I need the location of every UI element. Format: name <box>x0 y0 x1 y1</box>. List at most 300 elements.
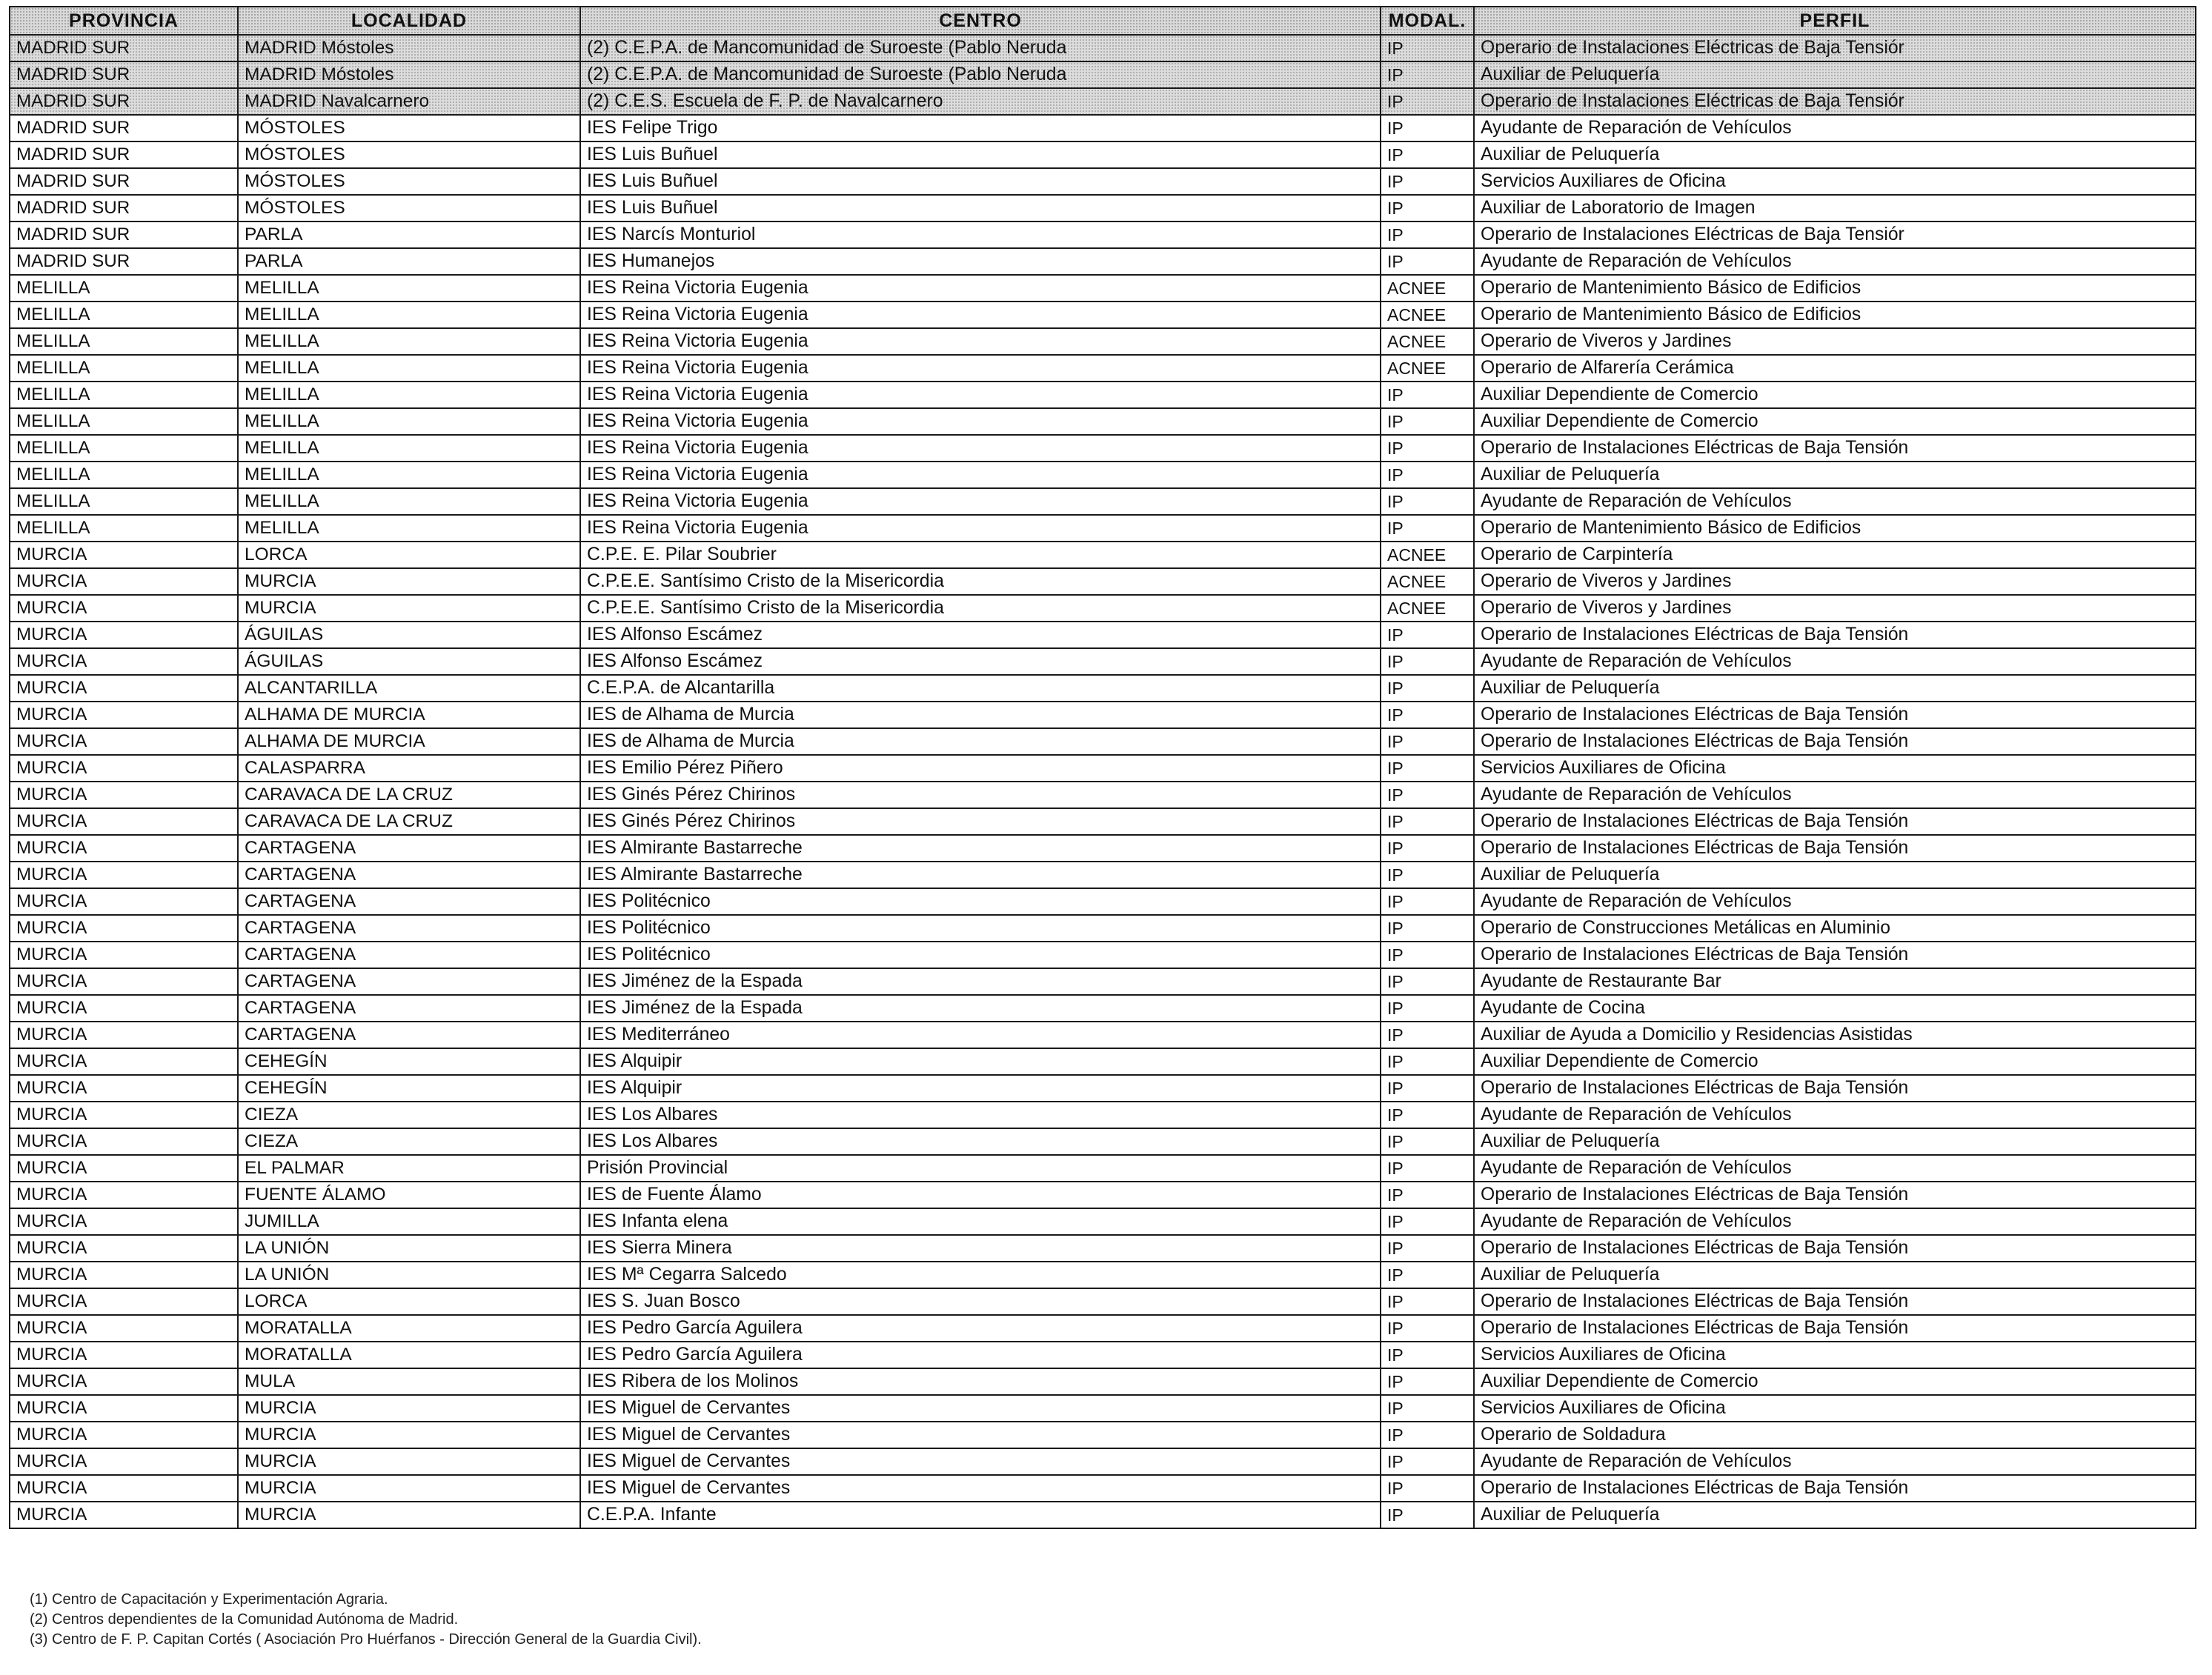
cell-modal: IP <box>1381 622 1474 648</box>
cell-localidad: MELILLA <box>238 302 580 328</box>
cell-localidad: MELILLA <box>238 328 580 355</box>
cell-localidad: ALCANTARILLA <box>238 675 580 702</box>
cell-provincia: MURCIA <box>10 1235 238 1262</box>
cell-centro: IES de Fuente Álamo <box>580 1182 1381 1208</box>
table-row <box>10 1208 2196 1235</box>
cell-localidad: MELILLA <box>238 462 580 488</box>
cell-modal: IP <box>1381 888 1474 915</box>
table-row <box>10 755 2196 782</box>
cell-centro: IES Ribera de los Molinos <box>580 1368 1381 1395</box>
table-row <box>10 968 2196 995</box>
cell-provincia: MADRID SUR <box>10 195 238 222</box>
cell-provincia: MELILLA <box>10 488 238 515</box>
cell-provincia: MURCIA <box>10 1208 238 1235</box>
cell-modal: IP <box>1381 1422 1474 1448</box>
cell-localidad: CARAVACA DE LA CRUZ <box>238 808 580 835</box>
cell-perfil: Ayudante de Reparación de Vehículos <box>1474 1155 2196 1182</box>
cell-centro: IES Pedro García Aguilera <box>580 1315 1381 1342</box>
table-row <box>10 195 2196 222</box>
cell-perfil: Operario de Viveros y Jardines <box>1474 595 2196 622</box>
table-row <box>10 1288 2196 1315</box>
cell-centro: IES Miguel de Cervantes <box>580 1395 1381 1422</box>
cell-perfil: Ayudante de Reparación de Vehículos <box>1474 648 2196 675</box>
table-row <box>10 168 2196 195</box>
table-row <box>10 1075 2196 1102</box>
table-row <box>10 1448 2196 1475</box>
cell-modal: IP <box>1381 648 1474 675</box>
cell-localidad: CARTAGENA <box>238 1022 580 1048</box>
table-row <box>10 1368 2196 1395</box>
cell-perfil: Auxiliar de Peluquería <box>1474 675 2196 702</box>
cell-modal: IP <box>1381 88 1474 115</box>
table-body <box>10 35 2196 1528</box>
cell-provincia: MURCIA <box>10 622 238 648</box>
cell-provincia: MADRID SUR <box>10 88 238 115</box>
cell-centro: IES Humanejos <box>580 248 1381 275</box>
cell-modal: IP <box>1381 808 1474 835</box>
cell-provincia: MELILLA <box>10 408 238 435</box>
cell-provincia: MURCIA <box>10 1128 238 1155</box>
cell-perfil: Operario de Instalaciones Eléctricas de Baja Tensión <box>1474 942 2196 968</box>
cell-modal: IP <box>1381 382 1474 408</box>
cell-localidad: CARTAGENA <box>238 835 580 862</box>
cell-modal: IP <box>1381 515 1474 542</box>
cell-centro: IES Luis Buñuel <box>580 195 1381 222</box>
cell-perfil: Operario de Construcciones Metálicas en Aluminio <box>1474 915 2196 942</box>
table-row <box>10 435 2196 462</box>
table-row <box>10 248 2196 275</box>
cell-modal: IP <box>1381 35 1474 61</box>
cell-centro: IES Alquipir <box>580 1048 1381 1075</box>
cell-centro: (2) C.E.S. Escuela de F. P. de Navalcarnero <box>580 88 1381 115</box>
cell-localidad: MELILLA <box>238 515 580 542</box>
cell-perfil: Operario de Instalaciones Eléctricas de Baja Tensión <box>1474 622 2196 648</box>
cell-localidad: ÁGUILAS <box>238 648 580 675</box>
cell-centro: IES Reina Victoria Eugenia <box>580 435 1381 462</box>
cell-localidad: LA UNIÓN <box>238 1262 580 1288</box>
cell-centro: IES Mª Cegarra Salcedo <box>580 1262 1381 1288</box>
cell-modal: IP <box>1381 1368 1474 1395</box>
cell-provincia: MADRID SUR <box>10 141 238 168</box>
table-row <box>10 141 2196 168</box>
table-row <box>10 942 2196 968</box>
footnotes <box>30 1590 702 1650</box>
table-row <box>10 782 2196 808</box>
cell-provincia: MURCIA <box>10 1368 238 1395</box>
cell-centro: IES de Alhama de Murcia <box>580 702 1381 728</box>
cell-perfil: Auxiliar de Peluquería <box>1474 141 2196 168</box>
cell-localidad: CEHEGÍN <box>238 1075 580 1102</box>
cell-modal: ACNEE <box>1381 302 1474 328</box>
cell-localidad: ÁGUILAS <box>238 622 580 648</box>
cell-localidad: MADRID Móstoles <box>238 61 580 88</box>
cell-centro: C.P.E.E. Santísimo Cristo de la Misericordia <box>580 595 1381 622</box>
cell-perfil: Operario de Alfarería Cerámica <box>1474 355 2196 382</box>
header-provincia: PROVINCIA <box>10 7 238 35</box>
cell-provincia: MELILLA <box>10 275 238 302</box>
cell-perfil: Operario de Instalaciones Eléctricas de Baja Tensión <box>1474 1475 2196 1502</box>
cell-modal: IP <box>1381 728 1474 755</box>
cell-perfil: Auxiliar Dependiente de Comercio <box>1474 382 2196 408</box>
table-row <box>10 382 2196 408</box>
cell-modal: IP <box>1381 1315 1474 1342</box>
cell-centro: IES Ginés Pérez Chirinos <box>580 782 1381 808</box>
cell-provincia: MELILLA <box>10 328 238 355</box>
cell-centro: IES S. Juan Bosco <box>580 1288 1381 1315</box>
cell-modal: IP <box>1381 1048 1474 1075</box>
cell-provincia: MURCIA <box>10 755 238 782</box>
cell-centro: IES Pedro García Aguilera <box>580 1342 1381 1368</box>
centers-table <box>9 6 2196 1529</box>
cell-localidad: MULA <box>238 1368 580 1395</box>
cell-localidad: MELILLA <box>238 275 580 302</box>
cell-perfil: Auxiliar Dependiente de Comercio <box>1474 1368 2196 1395</box>
table-row <box>10 595 2196 622</box>
cell-centro: IES Miguel de Cervantes <box>580 1422 1381 1448</box>
cell-modal: ACNEE <box>1381 595 1474 622</box>
table-row <box>10 1155 2196 1182</box>
cell-localidad: MADRID Navalcarnero <box>238 88 580 115</box>
cell-perfil: Ayudante de Reparación de Vehículos <box>1474 1102 2196 1128</box>
cell-provincia: MADRID SUR <box>10 61 238 88</box>
table-row <box>10 1022 2196 1048</box>
table-row <box>10 1235 2196 1262</box>
cell-centro: IES Miguel de Cervantes <box>580 1448 1381 1475</box>
table-row <box>10 995 2196 1022</box>
cell-modal: IP <box>1381 1342 1474 1368</box>
cell-localidad: MORATALLA <box>238 1342 580 1368</box>
cell-modal: IP <box>1381 1075 1474 1102</box>
table-row <box>10 1395 2196 1422</box>
cell-modal: IP <box>1381 1502 1474 1528</box>
cell-modal: IP <box>1381 195 1474 222</box>
cell-perfil: Servicios Auxiliares de Oficina <box>1474 1395 2196 1422</box>
cell-provincia: MURCIA <box>10 1288 238 1315</box>
cell-centro: C.E.P.A. Infante <box>580 1502 1381 1528</box>
cell-centro: C.P.E. E. Pilar Soubrier <box>580 542 1381 568</box>
footnote-3: (3) Centro de F. P. Capitan Cortés ( Asociación Pro Huérfanos - Dirección General de la Guardia Civil). <box>30 1631 702 1648</box>
table-row <box>10 1262 2196 1288</box>
cell-perfil: Ayudante de Reparación de Vehículos <box>1474 1448 2196 1475</box>
table-row <box>10 462 2196 488</box>
table-row <box>10 542 2196 568</box>
table-row <box>10 888 2196 915</box>
cell-modal: IP <box>1381 115 1474 141</box>
cell-modal: IP <box>1381 488 1474 515</box>
cell-modal: IP <box>1381 408 1474 435</box>
cell-modal: IP <box>1381 1102 1474 1128</box>
cell-centro: IES Reina Victoria Eugenia <box>580 408 1381 435</box>
cell-provincia: MURCIA <box>10 1022 238 1048</box>
cell-provincia: MURCIA <box>10 1475 238 1502</box>
cell-centro: IES Miguel de Cervantes <box>580 1475 1381 1502</box>
cell-modal: IP <box>1381 141 1474 168</box>
cell-provincia: MURCIA <box>10 968 238 995</box>
cell-perfil: Auxiliar de Laboratorio de Imagen <box>1474 195 2196 222</box>
cell-centro: IES Ginés Pérez Chirinos <box>580 808 1381 835</box>
cell-perfil: Operario de Viveros y Jardines <box>1474 328 2196 355</box>
cell-modal: ACNEE <box>1381 355 1474 382</box>
cell-provincia: MURCIA <box>10 1075 238 1102</box>
table-row <box>10 61 2196 88</box>
cell-localidad: MURCIA <box>238 595 580 622</box>
cell-localidad: CARTAGENA <box>238 942 580 968</box>
cell-localidad: CARTAGENA <box>238 968 580 995</box>
cell-provincia: MURCIA <box>10 888 238 915</box>
cell-centro: C.P.E.E. Santísimo Cristo de la Misericordia <box>580 568 1381 595</box>
header-perfil: PERFIL <box>1474 7 2196 35</box>
cell-localidad: CARAVACA DE LA CRUZ <box>238 782 580 808</box>
table-row <box>10 88 2196 115</box>
cell-provincia: MURCIA <box>10 782 238 808</box>
table-row <box>10 728 2196 755</box>
cell-modal: IP <box>1381 942 1474 968</box>
table-row <box>10 835 2196 862</box>
cell-modal: IP <box>1381 862 1474 888</box>
cell-centro: C.E.P.A. de Alcantarilla <box>580 675 1381 702</box>
table-row <box>10 275 2196 302</box>
cell-provincia: MURCIA <box>10 595 238 622</box>
cell-perfil: Operario de Instalaciones Eléctricas de Baja Tensión <box>1474 808 2196 835</box>
table-row <box>10 355 2196 382</box>
cell-perfil: Operario de Instalaciones Eléctricas de Baja Tensión <box>1474 1315 2196 1342</box>
cell-localidad: MELILLA <box>238 355 580 382</box>
cell-perfil: Operario de Instalaciones Eléctricas de Baja Tensiór <box>1474 35 2196 61</box>
cell-perfil: Auxiliar de Peluquería <box>1474 1262 2196 1288</box>
cell-provincia: MURCIA <box>10 1395 238 1422</box>
cell-modal: IP <box>1381 1182 1474 1208</box>
cell-centro: IES Politécnico <box>580 942 1381 968</box>
cell-modal: IP <box>1381 1475 1474 1502</box>
cell-modal: IP <box>1381 1128 1474 1155</box>
cell-centro: IES Los Albares <box>580 1128 1381 1155</box>
cell-provincia: MURCIA <box>10 808 238 835</box>
cell-provincia: MELILLA <box>10 462 238 488</box>
cell-provincia: MELILLA <box>10 302 238 328</box>
cell-perfil: Ayudante de Reparación de Vehículos <box>1474 888 2196 915</box>
cell-centro: IES Reina Victoria Eugenia <box>580 275 1381 302</box>
cell-centro: IES Reina Victoria Eugenia <box>580 462 1381 488</box>
cell-provincia: MURCIA <box>10 1422 238 1448</box>
cell-perfil: Ayudante de Restaurante Bar <box>1474 968 2196 995</box>
table-row <box>10 1502 2196 1528</box>
cell-centro: IES Reina Victoria Eugenia <box>580 355 1381 382</box>
cell-perfil: Operario de Instalaciones Eléctricas de Baja Tensión <box>1474 1235 2196 1262</box>
cell-modal: IP <box>1381 702 1474 728</box>
cell-centro: IES Jiménez de la Espada <box>580 995 1381 1022</box>
cell-provincia: MURCIA <box>10 542 238 568</box>
cell-perfil: Auxiliar de Peluquería <box>1474 61 2196 88</box>
cell-provincia: MURCIA <box>10 1315 238 1342</box>
header-centro: CENTRO <box>580 7 1381 35</box>
cell-perfil: Servicios Auxiliares de Oficina <box>1474 1342 2196 1368</box>
cell-localidad: PARLA <box>238 222 580 248</box>
cell-provincia: MADRID SUR <box>10 35 238 61</box>
table-row <box>10 568 2196 595</box>
cell-centro: IES Narcís Monturiol <box>580 222 1381 248</box>
cell-localidad: CARTAGENA <box>238 862 580 888</box>
cell-modal: IP <box>1381 1155 1474 1182</box>
cell-centro: (2) C.E.P.A. de Mancomunidad de Suroeste (Pablo Neruda <box>580 35 1381 61</box>
table-row <box>10 1315 2196 1342</box>
cell-localidad: MURCIA <box>238 568 580 595</box>
cell-localidad: CARTAGENA <box>238 888 580 915</box>
cell-provincia: MELILLA <box>10 382 238 408</box>
cell-perfil: Auxiliar de Ayuda a Domicilio y Residencias Asistidas <box>1474 1022 2196 1048</box>
cell-centro: IES Alfonso Escámez <box>580 648 1381 675</box>
table-row <box>10 515 2196 542</box>
cell-modal: IP <box>1381 675 1474 702</box>
cell-localidad: JUMILLA <box>238 1208 580 1235</box>
cell-localidad: MURCIA <box>238 1475 580 1502</box>
table-row <box>10 1475 2196 1502</box>
cell-provincia: MADRID SUR <box>10 222 238 248</box>
cell-perfil: Ayudante de Reparación de Vehículos <box>1474 115 2196 141</box>
cell-provincia: MURCIA <box>10 1342 238 1368</box>
cell-perfil: Ayudante de Reparación de Vehículos <box>1474 248 2196 275</box>
cell-perfil: Auxiliar Dependiente de Comercio <box>1474 1048 2196 1075</box>
cell-localidad: MELILLA <box>238 382 580 408</box>
cell-localidad: MÓSTOLES <box>238 168 580 195</box>
header-modal: MODAL. <box>1381 7 1474 35</box>
table-row <box>10 808 2196 835</box>
table-header-row <box>10 7 2196 35</box>
cell-perfil: Operario de Carpintería <box>1474 542 2196 568</box>
cell-localidad: MÓSTOLES <box>238 115 580 141</box>
table-row <box>10 1342 2196 1368</box>
cell-localidad: PARLA <box>238 248 580 275</box>
cell-modal: IP <box>1381 222 1474 248</box>
cell-localidad: CARTAGENA <box>238 915 580 942</box>
cell-provincia: MURCIA <box>10 728 238 755</box>
cell-centro: Prisión Provincial <box>580 1155 1381 1182</box>
cell-perfil: Operario de Mantenimiento Básico de Edificios <box>1474 302 2196 328</box>
cell-localidad: LORCA <box>238 1288 580 1315</box>
cell-perfil: Operario de Instalaciones Eléctricas de Baja Tensiór <box>1474 88 2196 115</box>
table-row <box>10 408 2196 435</box>
cell-modal: IP <box>1381 1022 1474 1048</box>
cell-centro: IES Reina Victoria Eugenia <box>580 328 1381 355</box>
cell-localidad: EL PALMAR <box>238 1155 580 1182</box>
cell-centro: IES Infanta elena <box>580 1208 1381 1235</box>
cell-localidad: MÓSTOLES <box>238 141 580 168</box>
cell-localidad: MELILLA <box>238 488 580 515</box>
cell-modal: IP <box>1381 168 1474 195</box>
cell-centro: IES Luis Buñuel <box>580 168 1381 195</box>
cell-centro: IES Alfonso Escámez <box>580 622 1381 648</box>
cell-provincia: MURCIA <box>10 1182 238 1208</box>
table-row <box>10 302 2196 328</box>
cell-provincia: MURCIA <box>10 915 238 942</box>
cell-localidad: CALASPARRA <box>238 755 580 782</box>
cell-localidad: MADRID Móstoles <box>238 35 580 61</box>
cell-centro: IES Luis Buñuel <box>580 141 1381 168</box>
cell-modal: IP <box>1381 1288 1474 1315</box>
cell-perfil: Operario de Instalaciones Eléctricas de Baja Tensiór <box>1474 222 2196 248</box>
cell-provincia: MURCIA <box>10 1155 238 1182</box>
table-row <box>10 915 2196 942</box>
cell-perfil: Auxiliar Dependiente de Comercio <box>1474 408 2196 435</box>
cell-localidad: FUENTE ÁLAMO <box>238 1182 580 1208</box>
cell-localidad: MÓSTOLES <box>238 195 580 222</box>
cell-provincia: MELILLA <box>10 355 238 382</box>
cell-modal: IP <box>1381 1208 1474 1235</box>
cell-modal: IP <box>1381 248 1474 275</box>
cell-modal: IP <box>1381 61 1474 88</box>
cell-localidad: CIEZA <box>238 1102 580 1128</box>
cell-modal: IP <box>1381 995 1474 1022</box>
cell-provincia: MURCIA <box>10 568 238 595</box>
cell-localidad: CIEZA <box>238 1128 580 1155</box>
table-row <box>10 222 2196 248</box>
cell-centro: IES Emilio Pérez Piñero <box>580 755 1381 782</box>
cell-centro: IES Almirante Bastarreche <box>580 862 1381 888</box>
cell-modal: IP <box>1381 462 1474 488</box>
cell-perfil: Operario de Instalaciones Eléctricas de Baja Tensión <box>1474 1182 2196 1208</box>
cell-modal: IP <box>1381 1395 1474 1422</box>
cell-perfil: Operario de Instalaciones Eléctricas de Baja Tensión <box>1474 435 2196 462</box>
table-row <box>10 35 2196 61</box>
cell-centro: IES Reina Victoria Eugenia <box>580 302 1381 328</box>
table-row <box>10 675 2196 702</box>
cell-provincia: MURCIA <box>10 995 238 1022</box>
footnote-2: (2) Centros dependientes de la Comunidad Autónoma de Madrid. <box>30 1611 459 1628</box>
cell-localidad: CEHEGÍN <box>238 1048 580 1075</box>
cell-modal: IP <box>1381 1235 1474 1262</box>
cell-localidad: LA UNIÓN <box>238 1235 580 1262</box>
cell-perfil: Auxiliar de Peluquería <box>1474 1502 2196 1528</box>
table-row <box>10 648 2196 675</box>
cell-modal: IP <box>1381 782 1474 808</box>
cell-provincia: MADRID SUR <box>10 115 238 141</box>
cell-provincia: MURCIA <box>10 1102 238 1128</box>
cell-perfil: Ayudante de Reparación de Vehículos <box>1474 488 2196 515</box>
table-row <box>10 328 2196 355</box>
cell-centro: IES de Alhama de Murcia <box>580 728 1381 755</box>
cell-provincia: MADRID SUR <box>10 168 238 195</box>
cell-modal: IP <box>1381 835 1474 862</box>
cell-centro: IES Jiménez de la Espada <box>580 968 1381 995</box>
cell-localidad: MURCIA <box>238 1448 580 1475</box>
cell-perfil: Auxiliar de Peluquería <box>1474 1128 2196 1155</box>
cell-modal: ACNEE <box>1381 568 1474 595</box>
cell-provincia: MURCIA <box>10 648 238 675</box>
cell-perfil: Operario de Instalaciones Eléctricas de Baja Tensión <box>1474 1075 2196 1102</box>
footnote-1: (1) Centro de Capacitación y Experimentación Agraria. <box>30 1591 388 1608</box>
cell-provincia: MURCIA <box>10 942 238 968</box>
table-row <box>10 862 2196 888</box>
cell-provincia: MURCIA <box>10 1502 238 1528</box>
cell-centro: IES Los Albares <box>580 1102 1381 1128</box>
table-row <box>10 1048 2196 1075</box>
cell-perfil: Operario de Mantenimiento Básico de Edificios <box>1474 275 2196 302</box>
cell-modal: IP <box>1381 1262 1474 1288</box>
table-row <box>10 1128 2196 1155</box>
cell-centro: IES Sierra Minera <box>580 1235 1381 1262</box>
table-row <box>10 702 2196 728</box>
table-row <box>10 488 2196 515</box>
cell-provincia: MURCIA <box>10 835 238 862</box>
cell-centro: IES Mediterráneo <box>580 1022 1381 1048</box>
cell-perfil: Operario de Instalaciones Eléctricas de Baja Tensión <box>1474 702 2196 728</box>
cell-provincia: MADRID SUR <box>10 248 238 275</box>
table-row <box>10 1102 2196 1128</box>
cell-localidad: MORATALLA <box>238 1315 580 1342</box>
cell-localidad: MURCIA <box>238 1502 580 1528</box>
cell-localidad: ALHAMA DE MURCIA <box>238 728 580 755</box>
cell-localidad: MURCIA <box>238 1395 580 1422</box>
cell-centro: IES Politécnico <box>580 915 1381 942</box>
